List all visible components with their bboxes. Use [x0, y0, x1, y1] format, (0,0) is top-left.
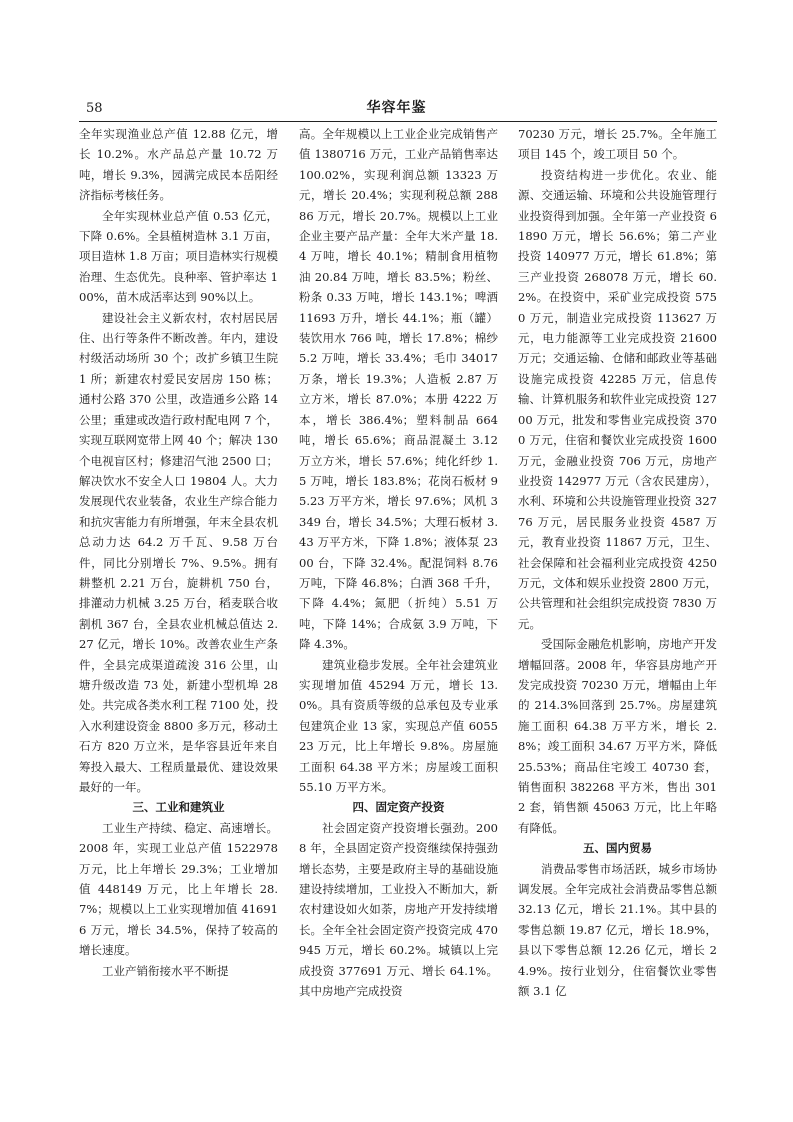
- header-rule: [79, 121, 717, 122]
- text-column-1: [79, 124, 278, 1099]
- paragraph-industry-sales: 工业产销衔接水平不断提: [102, 963, 229, 978]
- paragraph-industrial-output: 高。全年规模以上工业企业完成销售产值 1380716 万元，工业产品销售率达 100.02%，实现利润总额 13323 万元，增长 20.4%；实现利税总额 28886 万元，增长 20.7%。规模以上工业企业主要产品产量：全年大米产量 18.4 万吨，增长 40.1%；精制食用植物油 20.84 万吨，增长 83.5%；粉丝、粉条 0.33 万吨，增长 143.1%；啤酒 11693 万升，增长 44.1%；瓶（罐）装饮用水 766 吨，增长 17.8%；棉纱 5.2 万吨，增长 33.4%；毛巾 34017 万条，增长 19.3%；人造板 2.87 万立方米，增长 87.0%；本册 4222 万本，增长 386.4%；塑料制品 664 吨，增长 65.6%；商品混凝土 3.12 万立方米，增长 57.6%；纯化纤纱 1.5 万吨，增长 183.8%；花岗石板材 95.23 万平方米，增长 97.6%；风机 3349 台，增长 34.5%；大理石板材 3.43 万平方米，下降 1.8%；液体泵 2300 台，下降 32.4%。配混饲料 8.76 万吨，下降 46.8%；白酒 368 千升，下降 4.4%；氮肥（折纯）5.51 万吨，下降 14%；合成氨 3.9 万吨，下降 4.3%。: [299, 127, 498, 652]
- paragraph-forestry: 全年实现林业总产值 0.53 亿元，下降 0.6%。全县植树造林 3.1 万亩，项目造林 1.8 万亩；项目造林实行规模治理、生态优先。良种率、管护率达 100%，苗木成活率达到 90%以上。: [79, 208, 278, 305]
- paragraph-fishery: 全年实现渔业总产值 12.88 亿元，增长 10.2%。水产品总产量 10.72 万吨，增长 9.3%，园满完成民本岳阳经济指标考核任务。: [79, 127, 278, 203]
- paragraph-industry-growth: 工业生产持续、稳定、高速增长。2008 年，实现工业总产值 1522978 万元，比上年增长 29.3%；工业增加值 448149 万元，比上年增长 28.7%；规模以上工业实现增加值 416916 万元，增长 34.5%，保持了较高的增长速度。: [79, 820, 278, 958]
- text-column-3: [518, 124, 717, 1099]
- running-header-title: 华容年鉴: [366, 100, 427, 116]
- paragraph-new-countryside: 建设社会主义新农村，农村居民居住、出行等条件不断改善。年内，建设村级活动场所 30 个；改扩乡镇卫生院 1 所；新建农村爱民安居房 150 栋；通村公路 370 公里，改造通乡公路 14 公里；重建或改造行政村配电网 7 个，实现互联网宽带上网 40 个；解决 130 个电视盲区村；修建沼气池 2500 口；解决饮水不安全人口 19804 人。大力发展现代农业装备，农业生产综合能力和抗灾害能力有所增强，年末全县农机总动力达 64.2 万千瓦、9.58 万台件，同比分别增长 7%、9.5%。拥有耕整机 2.21 万台，旋耕机 750 台，排灌动力机械 3.25 万台，稻麦联合收割机 367 台，全县农业机械总值达 2.27 亿元，增长 10%。改善农业生产条件，全县完成渠道疏浚 316 公里，山塘升级改造 73 处，新建小型机埠 28 处。共完成各类水利工程 7100 处，投入水利建设资金 8800 多万元，移动土石方 820 万立米，是华容县近年来自筹投入最大、工程质量最优、建设效果最好的一年。: [79, 310, 278, 794]
- section-heading-fixed-assets: 四、固定资产投资: [352, 800, 445, 815]
- paragraph-investment-structure: 投资结构进一步优化。农业、能源、交通运输、环境和公共设施管理行业投资得到加强。全年第一产业投资 61890 万元，增长 56.6%；第二产业投资 140977 万元，增长 61.8%；第三产业投资 268078 万元，增长 60.2%。在投资中，采矿业完成投资 5750 万元，制造业完成投资 113627 万元，电力能源等工业完成投资 21600 万元；交通运输、仓储和邮政业等基础设施完成投资 42285 万元，信息传输、计算机服务和软件业完成投资 12700 万元，批发和零售业完成投资 3700 万元，住宿和餐饮业完成投资 1600 万元，金融业投资 706 万元，房地产业投资 142977 万元（含农民建房），水利、环境和公共设施管理业投资 32776 万元，居民服务业投资 4587 万元，教育业投资 11867 万元，卫生、社会保障和社会福利业完成投资 4250 万元，文体和娱乐业投资 2800 万元，公共管理和社会组织完成投资 7830 万元。: [518, 167, 717, 631]
- page-number: 58: [86, 101, 103, 116]
- section-heading-domestic-trade: 五、国内贸易: [583, 841, 652, 856]
- paragraph-retail: 消费品零售市场活跃，城乡市场协调发展。全年完成社会消费品零售总额 32.13 亿元，增长 21.1%。其中县的零售总额 19.87 亿元，增长 18.9%，县以下零售总额 12.26 亿元，增长 24.9%。按行业划分，住宿餐饮业零售额 3.1 亿: [518, 861, 717, 999]
- paragraph-projects: 70230 万元，增长 25.7%。全年施工项目 145 个，竣工项目 50 个。: [518, 127, 717, 162]
- paragraph-real-estate: 受国际金融危机影响，房地产开发增幅回落。2008 年，华容县房地产开发完成投资 70230 万元，增幅由上年的 214.3%回落到 25.7%。房屋建筑施工面积 64.38 万平方米，增长 2.8%；竣工面积 34.67 万平方米，降低 25.53%；商品住宅竣工 40730 套，销售面积 382268 平方米，售出 3012 套，销售额 45063 万元，比上年略有降低。: [518, 637, 717, 835]
- paragraph-construction: 建筑业稳步发展。全年社会建筑业实现增加值 45294 万元，增长 13.0%。具有资质等级的总承包及专业承包建筑企业 13 家，实现总产值 605523 万元，比上年增长 9.8%。房屋施工面积 64.38 平方米；房屋竣工面积 55.10 万平方米。: [299, 657, 498, 794]
- text-column-2: [299, 124, 498, 1099]
- section-heading-industry: 三、工业和建筑业: [132, 800, 225, 815]
- paragraph-fixed-asset-investment: 社会固定资产投资增长强劲。2008 年，全县固定资产投资继续保持强劲增长态势，主要是政府主导的基础设施建设持续增加，工业投入不断加大，新农村建设如火如荼，房地产开发持续增长。全年全社会固定资产投资完成 470945 万元，增长 60.2%。城镇以上完成投资 377691 万元、增长 64.1%。其中房地产完成投资: [299, 820, 498, 999]
